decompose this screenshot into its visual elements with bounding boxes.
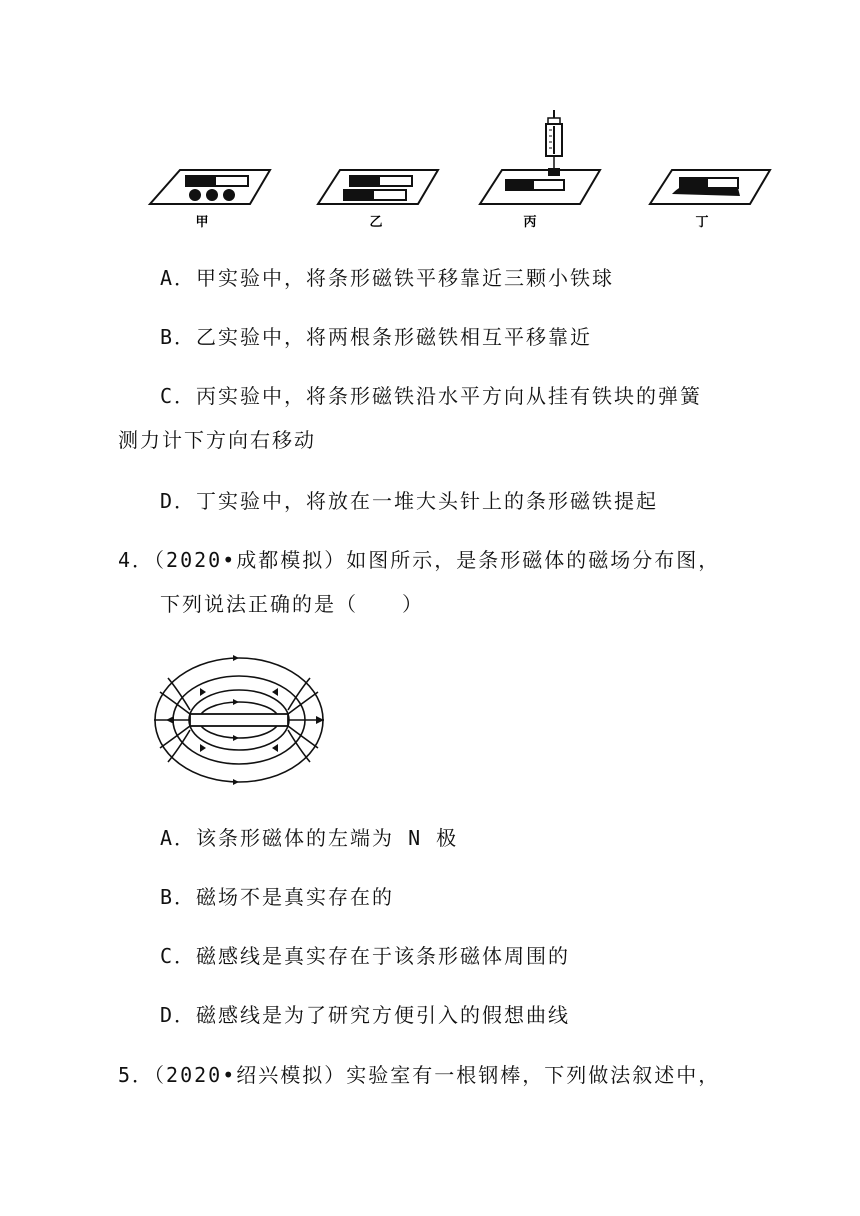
experiments-figure (140, 108, 790, 238)
q3-option-b: B．乙实验中，将两根条形磁铁相互平移靠近 (160, 325, 593, 349)
magnetic-field-figure (146, 652, 332, 788)
q4-option-c: C．磁感线是真实存在于该条形磁体周围的 (160, 944, 571, 968)
label-bing: 丙 (523, 215, 537, 230)
experiment-jia (150, 170, 270, 230)
q4-option-a: A．该条形磁体的左端为 N 极 (160, 826, 459, 850)
label-jia: 甲 (195, 215, 209, 230)
q4-stem-line2: 下列说法正确的是（ ） (160, 592, 424, 616)
q5-stem-line1: 5．（2020•绍兴模拟）实验室有一根钢棒，下列做法叙述中， (118, 1063, 721, 1087)
q4-option-d: D．磁感线是为了研究方便引入的假想曲线 (160, 1003, 571, 1027)
q3-option-c-line1: C．丙实验中，将条形磁铁沿水平方向从挂有铁块的弹簧 (160, 384, 703, 408)
q3-option-c-line2: 测力计下方向右移动 (118, 428, 316, 452)
q4-stem-line1: 4．（2020•成都模拟）如图所示，是条形磁体的磁场分布图， (118, 548, 721, 572)
q4-option-b: B．磁场不是真实存在的 (160, 885, 395, 909)
experiment-bing (480, 110, 600, 230)
label-yi: 乙 (369, 215, 383, 230)
experiment-yi (318, 170, 438, 230)
experiment-ding (650, 170, 770, 230)
q3-option-d: D．丁实验中，将放在一堆大头针上的条形磁铁提起 (160, 489, 659, 513)
q3-option-a: A．甲实验中，将条形磁铁平移靠近三颗小铁球 (160, 266, 615, 290)
label-ding: 丁 (695, 215, 709, 230)
